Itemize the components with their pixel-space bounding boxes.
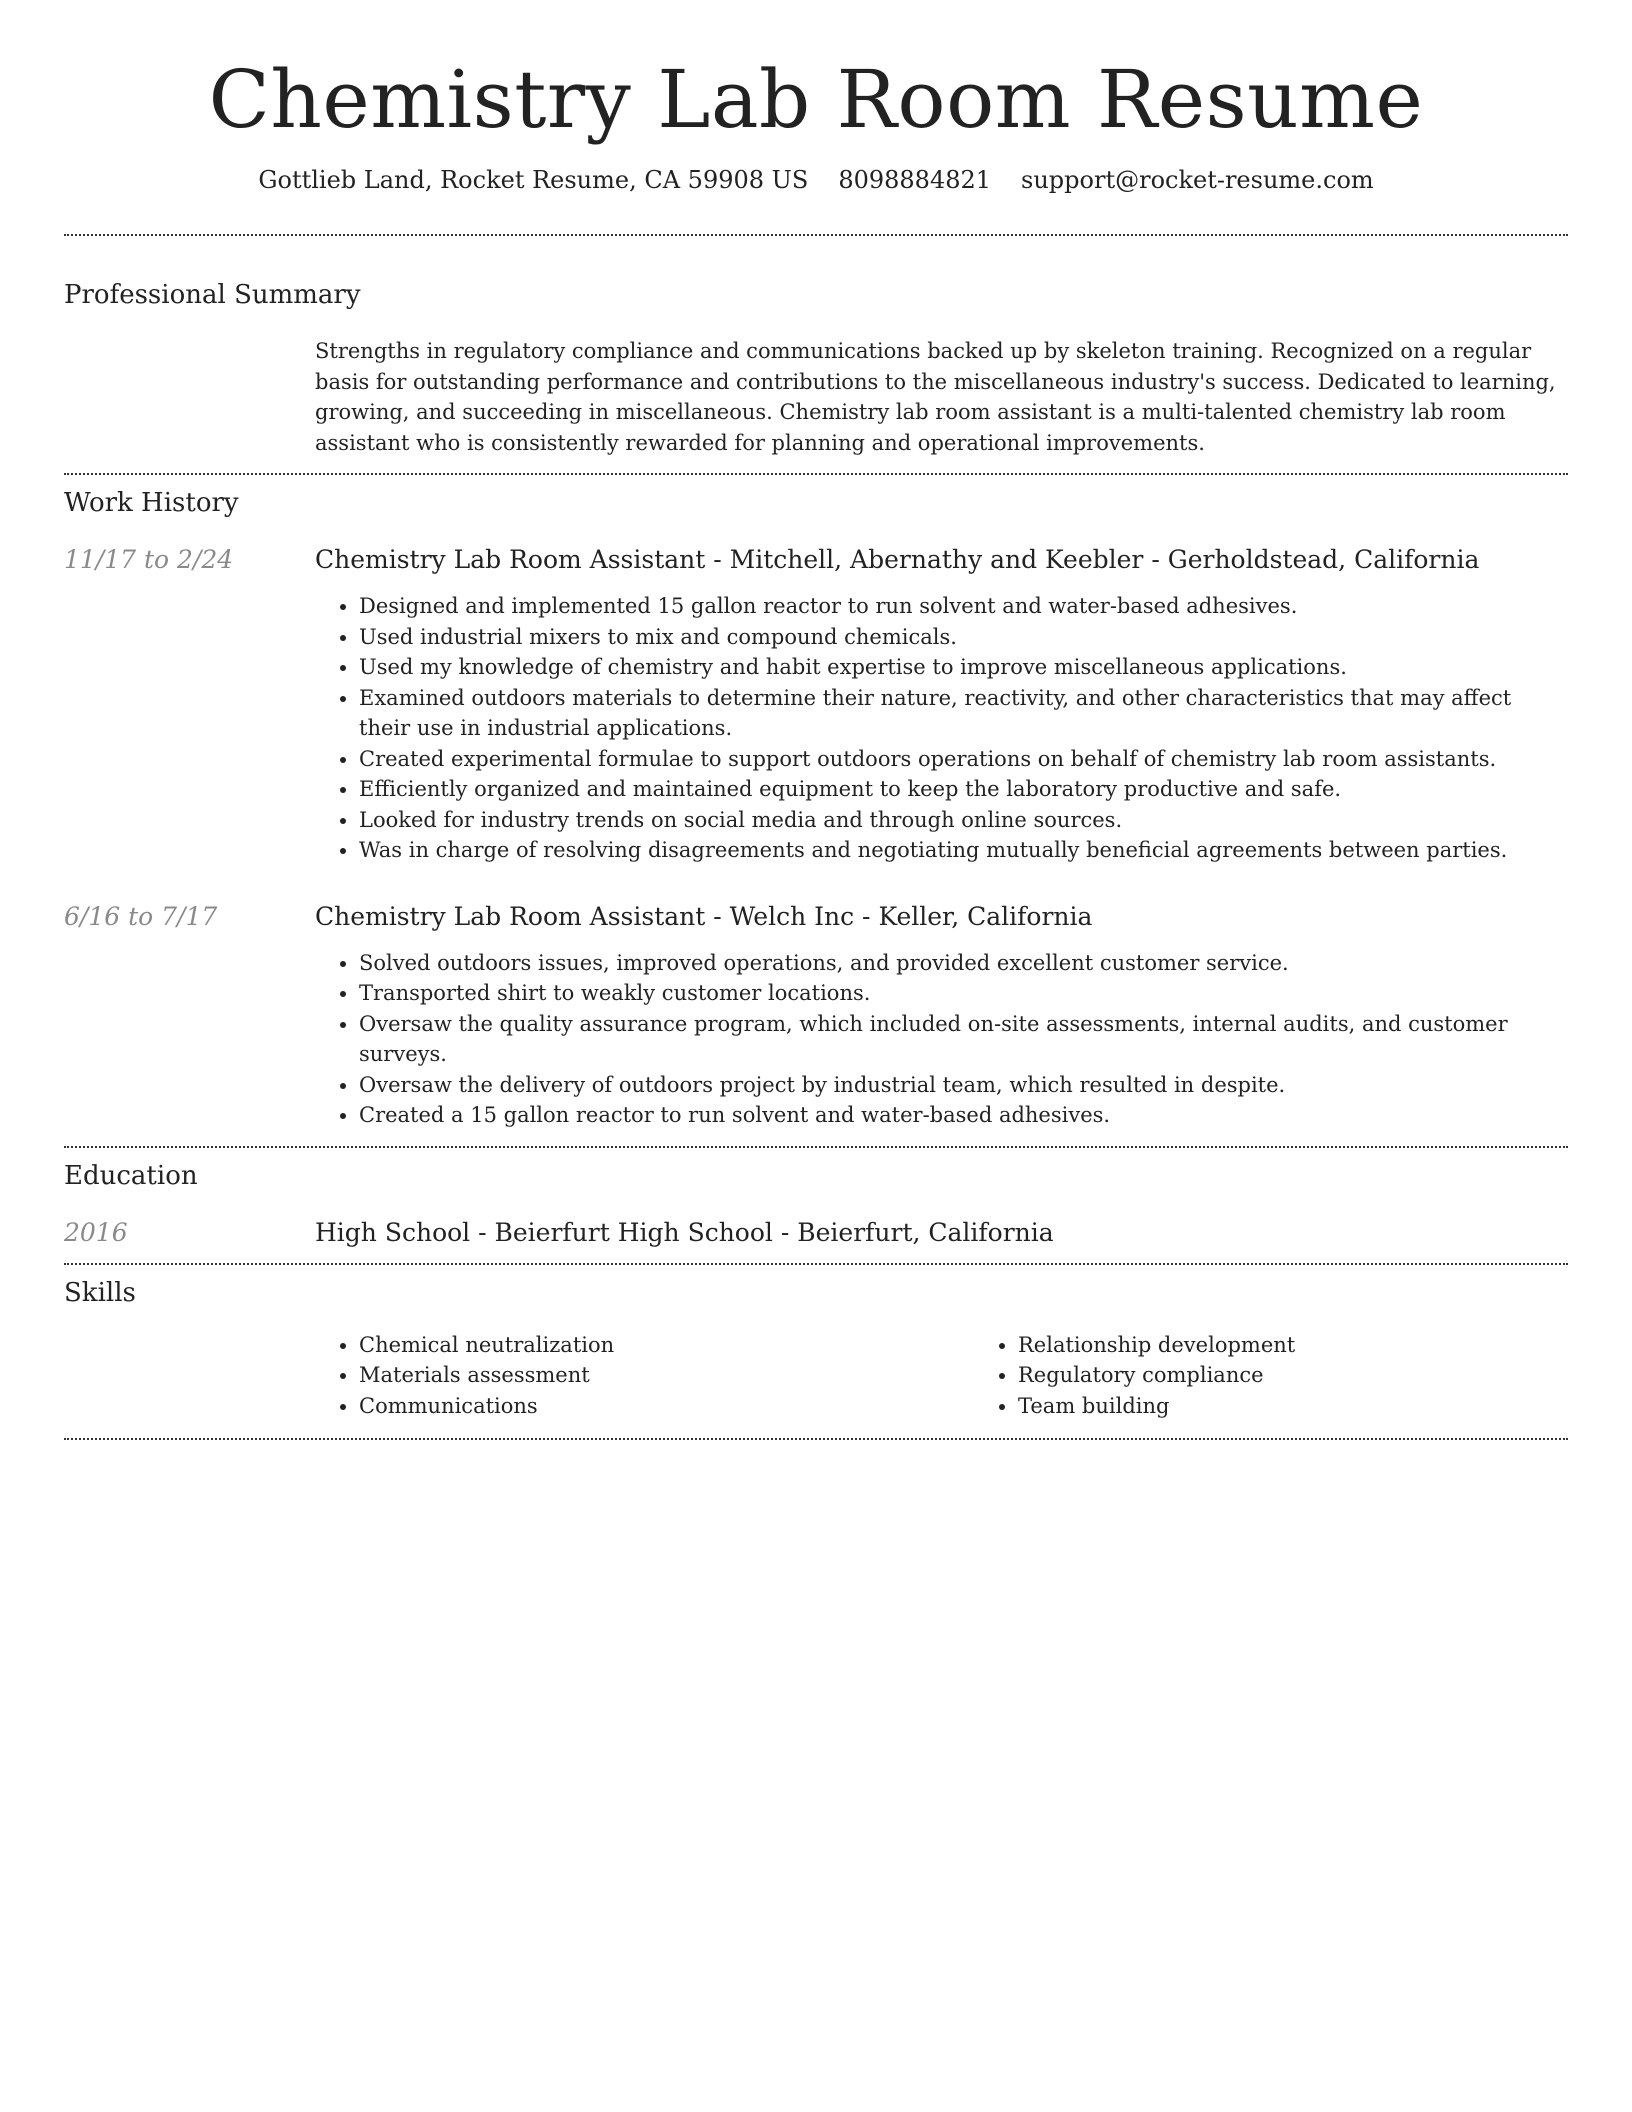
list-item: • Created experimental formulae to support outdoors operations on behalf of chemistry lab room assistants. xyxy=(359,744,1568,775)
job-title: Chemistry Lab Room Assistant - Mitchell, Abernathy and Keebler - Gerholdstead, California xyxy=(315,545,1480,574)
list-item: • Examined outdoors materials to determine their nature, reactivity, and other characteristics that may affect their use in industrial applications. xyxy=(359,683,1568,744)
job-date-range: 6/16 to 7/17 xyxy=(64,901,218,931)
section-divider xyxy=(64,1263,1568,1265)
education-details xyxy=(315,1217,1568,1249)
job-date-range: 11/17 to 2/24 xyxy=(64,545,234,574)
job-dates xyxy=(64,544,315,576)
list-item: • Efficiently organized and maintained equipment to keep the laboratory productive and safe. xyxy=(359,774,1568,805)
education-degree: High School - Beierfurt High School - Beierfurt, California xyxy=(315,1217,1054,1247)
section-divider xyxy=(64,473,1568,475)
list-item: • Oversaw the delivery of outdoors project by industrial team, which resulted in despite. xyxy=(359,1070,1568,1101)
skill-item: • Communications xyxy=(359,1391,974,1422)
summary-heading: Professional Summary xyxy=(64,280,361,310)
summary-body xyxy=(315,336,1568,458)
work-history-heading: Work History xyxy=(64,488,239,518)
section-divider xyxy=(64,1146,1568,1148)
contact-address: Gottlieb Land, Rocket Resume, CA 59908 US xyxy=(258,166,809,194)
skills-list-right xyxy=(974,1330,1632,1422)
education-heading: Education xyxy=(64,1160,198,1191)
job-details xyxy=(315,901,1568,1131)
list-item: • Transported shirt to weakly customer locations. xyxy=(359,978,1568,1009)
contact-email: support@rocket-resume.com xyxy=(1021,166,1374,194)
skill-item: • Chemical neutralization xyxy=(359,1330,974,1361)
job-entry xyxy=(64,901,1568,1131)
skill-item: • Relationship development xyxy=(1018,1330,1632,1361)
education-entry xyxy=(64,1217,1568,1249)
skill-item: • Team building xyxy=(1018,1391,1632,1422)
education-year-col xyxy=(64,1217,315,1249)
list-item: • Created a 15 gallon reactor to run solvent and water-based adhesives. xyxy=(359,1100,1568,1131)
job-details xyxy=(315,544,1568,866)
list-item: • Solved outdoors issues, improved operations, and provided excellent customer service. xyxy=(359,948,1568,979)
skills-list-left xyxy=(315,1330,974,1422)
job-dates xyxy=(64,901,315,933)
job-duties-list xyxy=(315,948,1568,1131)
contact-phone: 8098884821 xyxy=(838,166,992,194)
skill-item: • Regulatory compliance xyxy=(1018,1360,1632,1391)
skills-heading: Skills xyxy=(64,1277,136,1308)
job-duties-list xyxy=(315,591,1568,866)
list-item: • Used my knowledge of chemistry and habit expertise to improve miscellaneous applications. xyxy=(359,652,1568,683)
education-year: 2016 xyxy=(64,1217,128,1247)
section-divider xyxy=(64,234,1568,236)
summary-row xyxy=(64,336,1568,458)
list-item: • Designed and implemented 15 gallon reactor to run solvent and water-based adhesives. xyxy=(359,591,1568,622)
skill-item: • Materials assessment xyxy=(359,1360,974,1391)
skills-columns xyxy=(315,1330,1632,1422)
summary-text: Strengths in regulatory compliance and communications backed up by skeleton training. Recognized on a regular basis for outstanding performance and contributions to the miscellaneous industry's success. Dedicated to learning, growing, and succeeding in miscellaneous. Chemistry lab room assistant is a multi-talented chemistry lab room assistant who is consistently rewarded for planning and operational improvements. xyxy=(315,339,1556,455)
resume-title: Chemistry Lab Room Resume xyxy=(208,53,1424,146)
list-item: • Was in charge of resolving disagreements and negotiating mutually beneficial agreements between parties. xyxy=(359,835,1568,866)
section-divider xyxy=(64,1438,1568,1440)
list-item: • Oversaw the quality assurance program, which included on-site assessments, internal audits, and customer surveys. xyxy=(359,1009,1568,1070)
skills-row xyxy=(64,1330,1568,1422)
list-item: • Looked for industry trends on social media and through online sources. xyxy=(359,805,1568,836)
job-entry xyxy=(64,544,1568,866)
contact-line xyxy=(64,164,1568,196)
list-item: • Used industrial mixers to mix and compound chemicals. xyxy=(359,622,1568,653)
job-title: Chemistry Lab Room Assistant - Welch Inc - Keller, California xyxy=(315,901,1093,931)
